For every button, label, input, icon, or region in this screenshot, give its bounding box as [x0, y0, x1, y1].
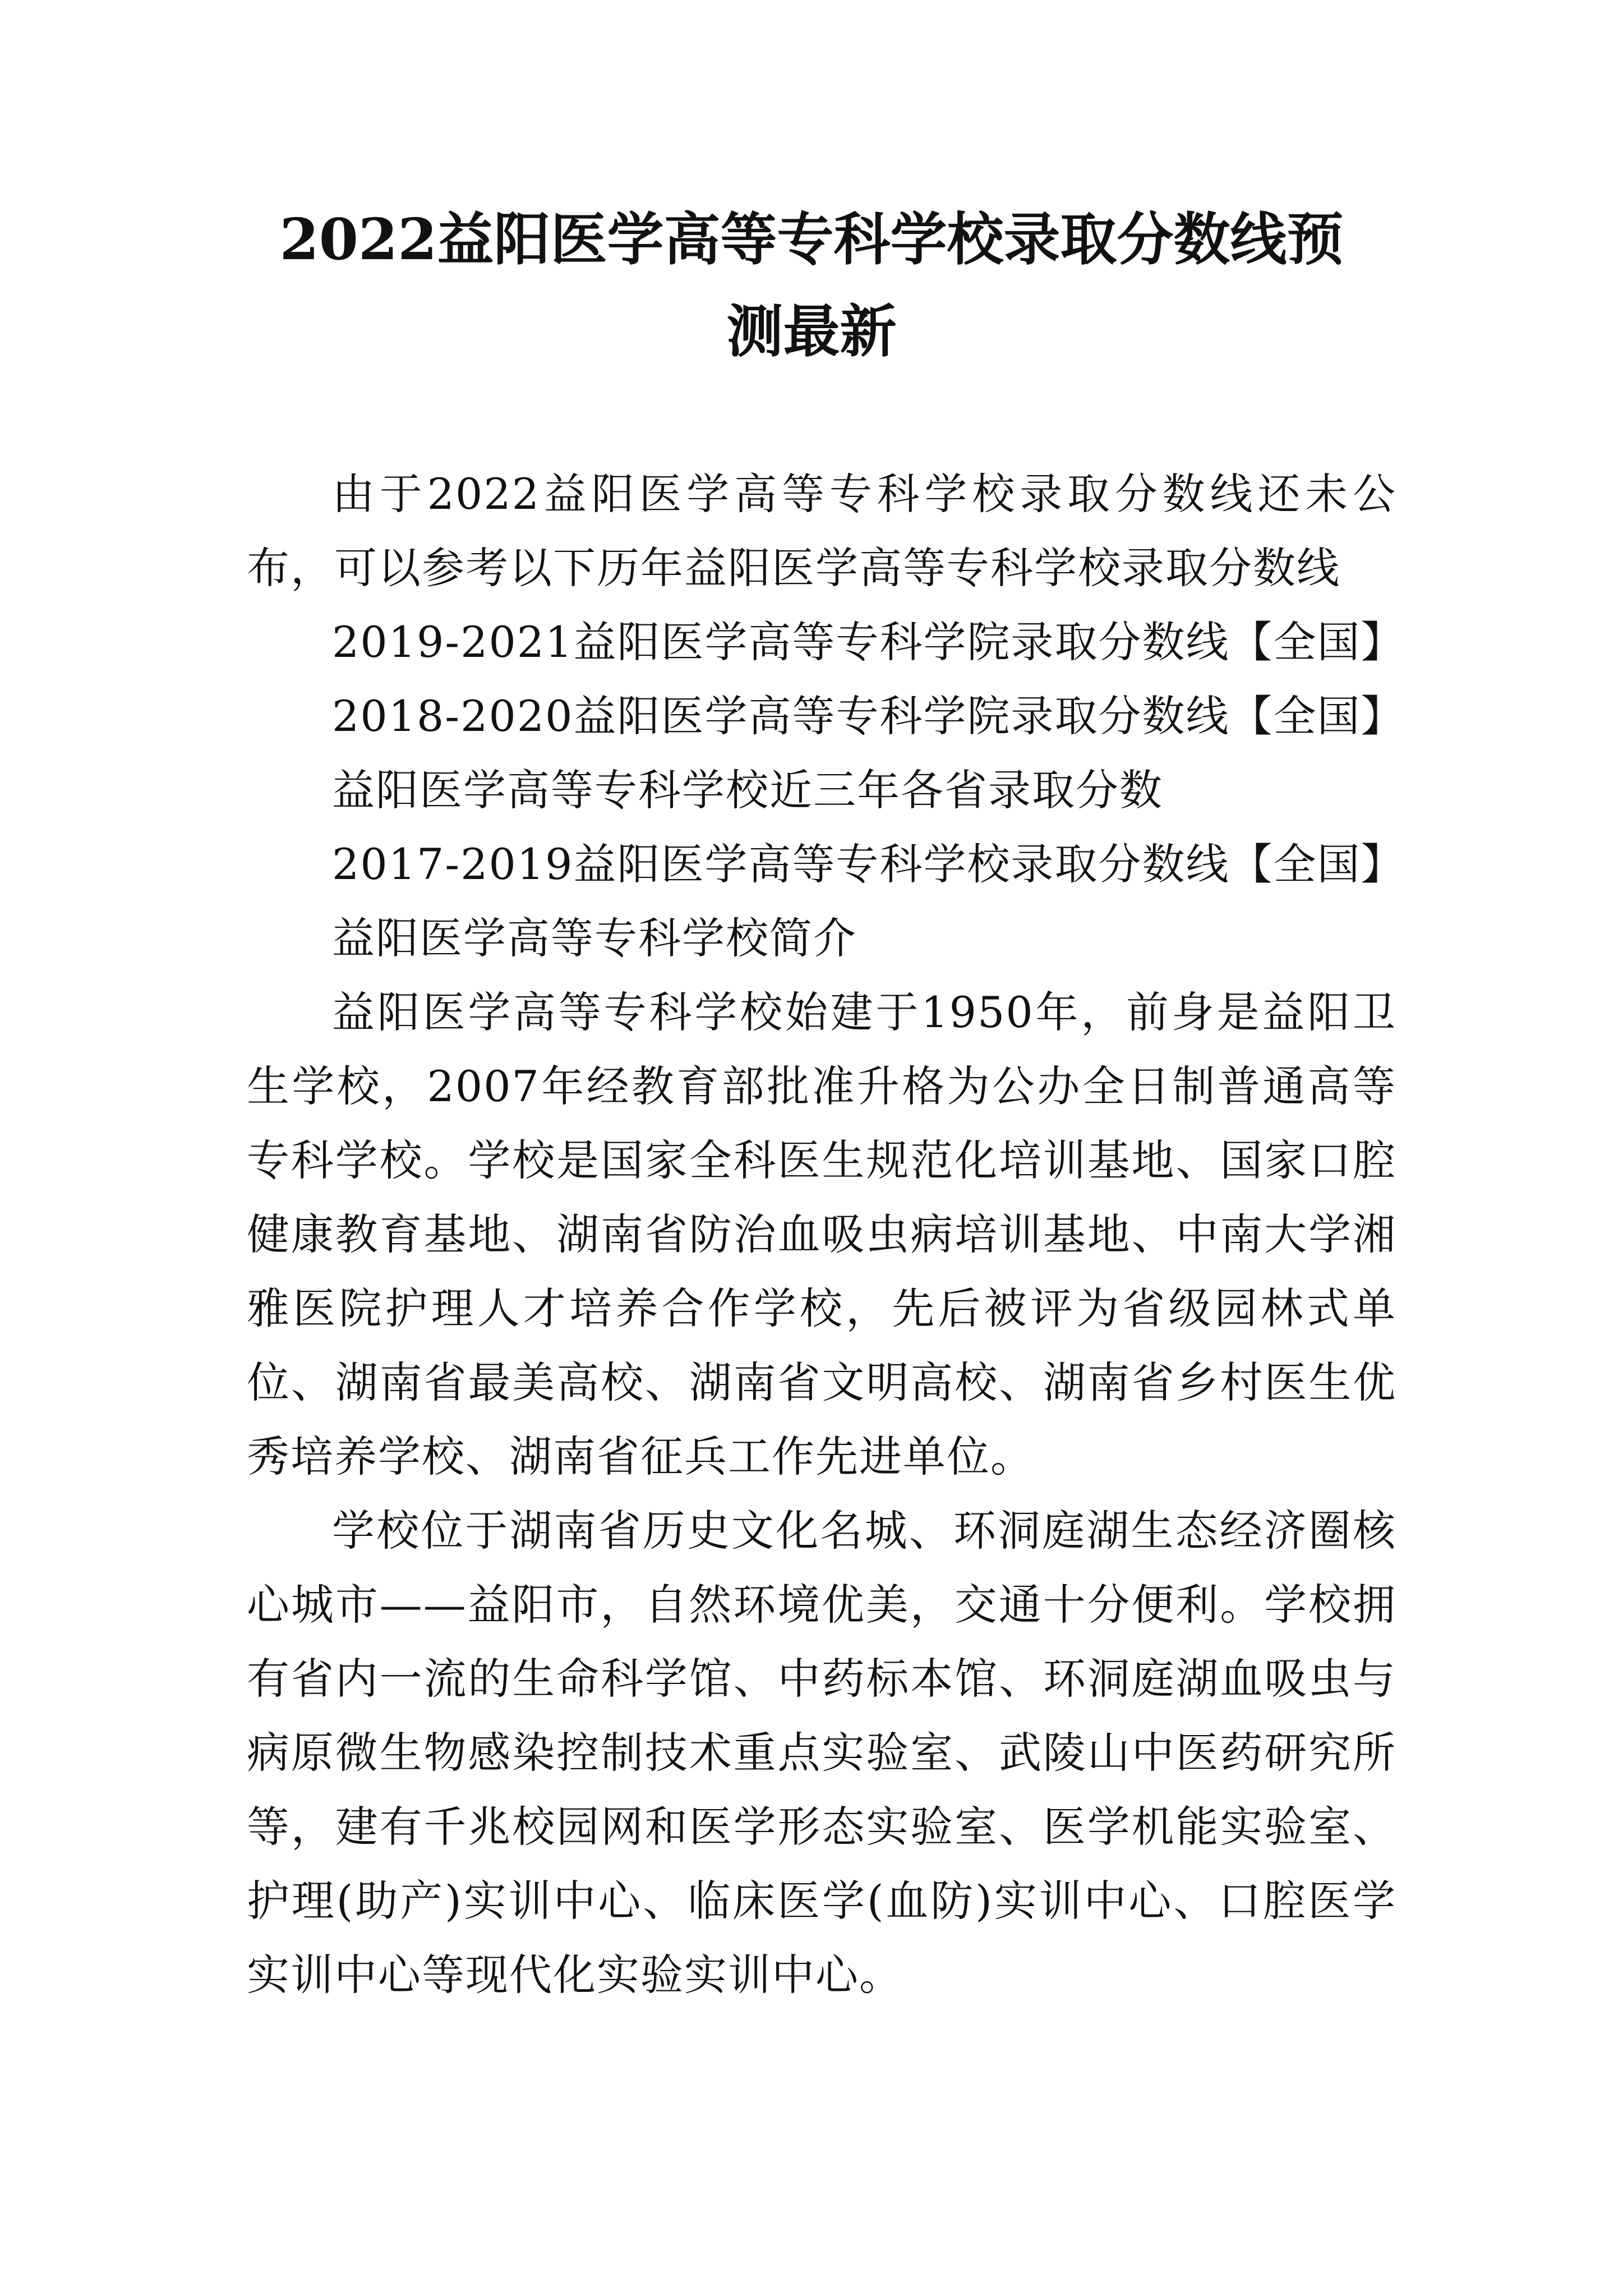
document-body: [247, 457, 1405, 2012]
school-intro-heading: 益阳医学高等专科学校简介: [332, 913, 857, 963]
score-link-2017-2019: 2017-2019益阳医学高等专科学校录取分数线【全国】: [332, 839, 1405, 889]
score-link-three-years: 益阳医学高等专科学校近三年各省录取分数: [332, 765, 1163, 815]
intro-paragraph: 由于2022益阳医学高等专科学校录取分数线还未公布，可以参考以下历年益阳医学高等专科学校录取分数线: [247, 469, 1396, 593]
school-history-paragraph: 益阳医学高等专科学校始建于1950年，前身是益阳卫生学校，2007年经教育部批准升格为公办全日制普通高等专科学校。学校是国家全科医生规范化培训基地、国家口腔健康教育基地、湖南省防治血吸虫病培训基地、中南大学湘雅医院护理人才培养合作学校，先后被评为省级园林式单位、湖南省最美高校、湖南省文明高校、湖南省乡村医生优秀培养学校、湖南省征兵工作先进单位。: [247, 987, 1396, 1481]
school-location-paragraph: 学校位于湖南省历史文化名城、环洞庭湖生态经济圈核心城市——益阳市，自然环境优美，交通十分便利。学校拥有省内一流的生命科学馆、中药标本馆、环洞庭湖血吸虫与病原微生物感染控制技术重点实验室、武陵山中医药研究所等，建有千兆校园网和医学形态实验室、医学机能实验室、护理(助产)实训中心、临床医学(血防)实训中心、口腔医学实训中心等现代化实验实训中心。: [247, 1506, 1396, 2000]
document-title-line1: 2022益阳医学高等专科学校录取分数线预: [279, 206, 1344, 273]
score-link-2019-2021: 2019-2021益阳医学高等专科学院录取分数线【全国】: [332, 617, 1405, 667]
score-link-2018-2020: 2018-2020益阳医学高等专科学院录取分数线【全国】: [332, 691, 1405, 741]
document-title: [247, 194, 1376, 378]
document-title-line2: 测最新: [726, 298, 897, 365]
